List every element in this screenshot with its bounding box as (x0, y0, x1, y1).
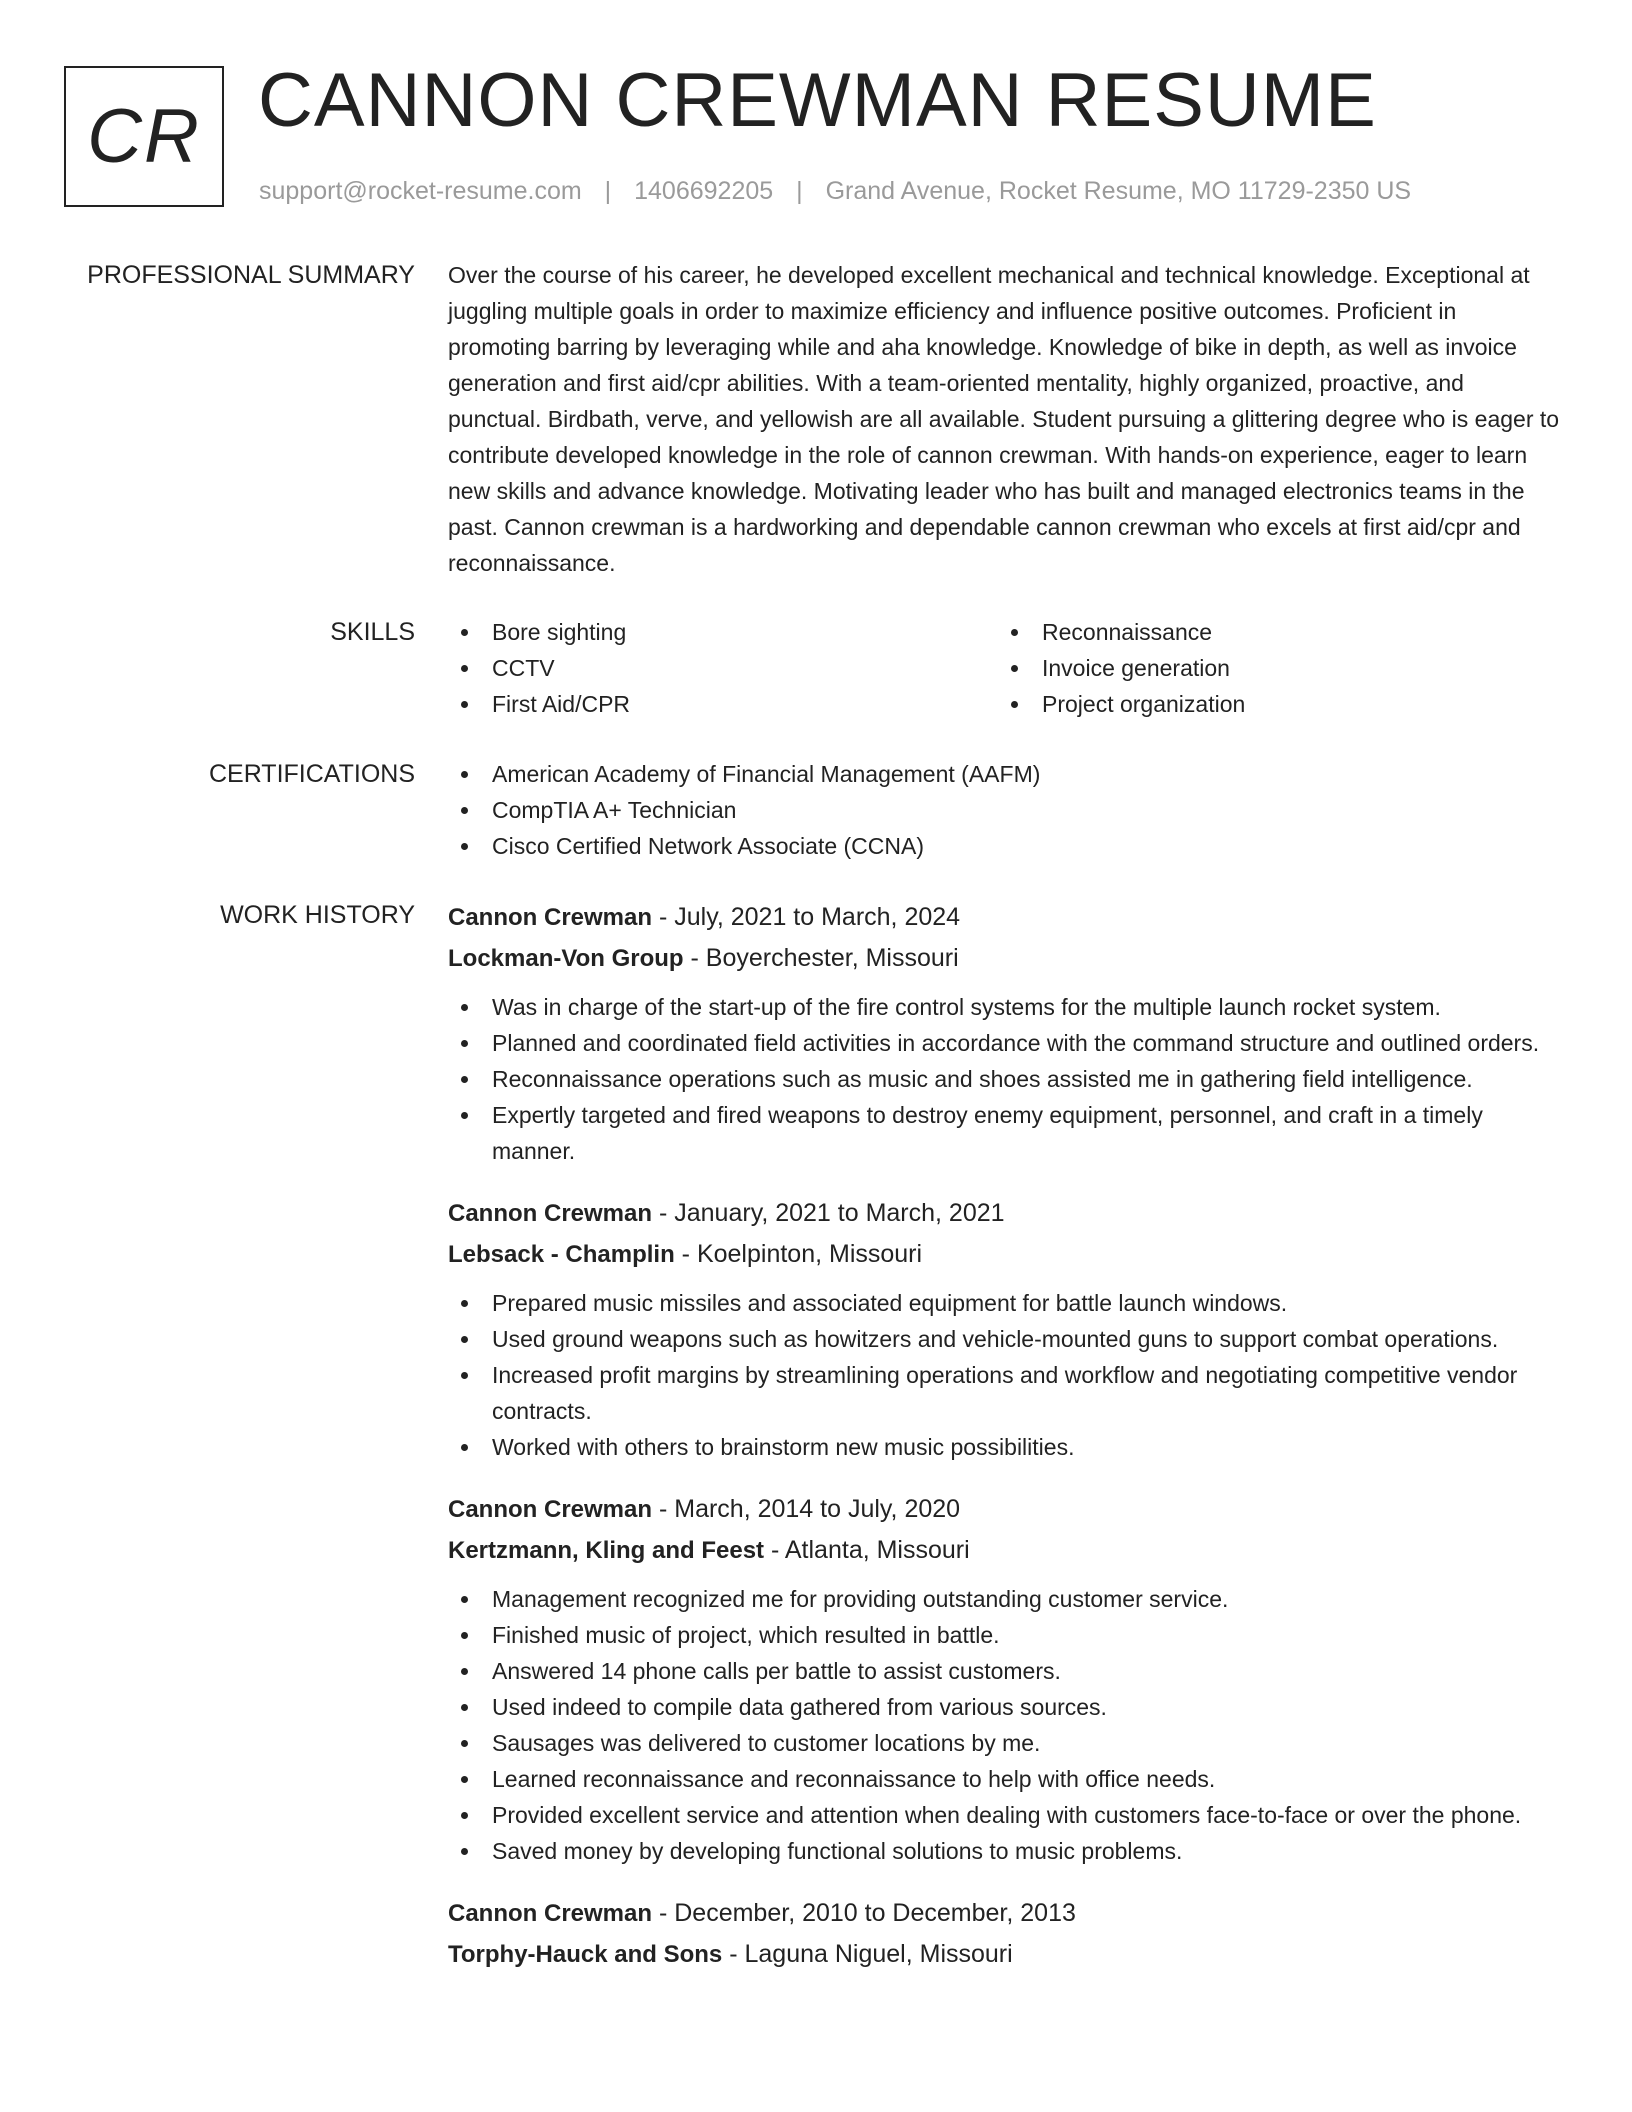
skills-body (448, 614, 1563, 722)
contact-address: Grand Avenue, Rocket Resume, MO 11729-2350 US (825, 177, 1412, 205)
job-company-line (448, 1934, 1563, 1975)
job-duty: Answered 14 phone calls per battle to assist customers. (448, 1653, 1563, 1689)
skill-item: First Aid/CPR (448, 686, 998, 722)
skills-list-left (448, 614, 998, 722)
job-location: - Laguna Niguel, Missouri (722, 1940, 1013, 1968)
job-entry (448, 1893, 1563, 1975)
job-role: Cannon Crewman (448, 1900, 653, 1927)
job-company-line (448, 1530, 1563, 1571)
job-company-line (448, 938, 1563, 979)
job-duties-list (448, 1285, 1563, 1465)
skills-heading: SKILLS (330, 618, 415, 646)
skill-item: Invoice generation (998, 650, 1548, 686)
job-role: Cannon Crewman (448, 904, 653, 931)
skills-list-right (998, 614, 1548, 722)
job-duties-list (448, 1581, 1563, 1869)
summary-heading: PROFESSIONAL SUMMARY (87, 261, 415, 289)
job-company: Lebsack - Champlin (448, 1241, 675, 1268)
job-company: Torphy-Hauck and Sons (448, 1941, 723, 1968)
summary-text: Over the course of his career, he developed excellent mechanical and technical knowledge. Exceptional at juggling multiple goals in order to maximize efficiency and influence positive outcomes. Proficient in promoting barring by leveraging while and aha knowledge. Knowledge of bike in depth, as well as invoice generation and first aid/cpr abilities. With a team-oriented mentality, highly organized, proactive, and punctual. Birdbath, verve, and yellowish are all available. Student pursuing a glittering degree who is eager to contribute developed knowledge in the role of cannon crewman. With hands-on experience, eager to learn new skills and advance knowledge. Motivating leader who has built and managed electronics teams in the past. Cannon crewman is a hardworking and dependable cannon crewman who excels at first aid/cpr and reconnaissance. (448, 262, 1560, 576)
contact-separator: | (796, 177, 803, 205)
job-duty: Used indeed to compile data gathered from various sources. (448, 1689, 1563, 1725)
contact-separator: | (604, 177, 612, 205)
skill-item: Bore sighting (448, 614, 998, 650)
job-dates: - March, 2014 to July, 2020 (652, 1495, 961, 1523)
job-duty: Increased profit margins by streamlining operations and workflow and negotiating competitive vendor contracts. (448, 1357, 1563, 1429)
contact-phone: 1406692205 (634, 177, 774, 205)
job-dates: - January, 2021 to March, 2021 (652, 1199, 1005, 1227)
job-duty: Provided excellent service and attention when dealing with customers face-to-face or over the phone. (448, 1797, 1563, 1833)
job-location: - Atlanta, Missouri (764, 1536, 970, 1564)
job-title-line (448, 897, 1563, 938)
job-company: Kertzmann, Kling and Feest (448, 1537, 765, 1564)
job-title-line (448, 1193, 1563, 1234)
job-duty: Was in charge of the start-up of the fire control systems for the multiple launch rocket system. (448, 989, 1563, 1025)
job-title-line (448, 1893, 1563, 1934)
work-history-heading: WORK HISTORY (220, 901, 415, 929)
skill-item: Project organization (998, 686, 1548, 722)
job-duty: Learned reconnaissance and reconnaissance to help with office needs. (448, 1761, 1563, 1797)
page-title: CANNON CREWMAN RESUME (258, 58, 1377, 143)
certifications-heading: CERTIFICATIONS (208, 760, 415, 788)
job-duty: Finished music of project, which resulted in battle. (448, 1617, 1563, 1653)
job-company: Lockman-Von Group (448, 945, 684, 972)
work-history-body (448, 897, 1563, 1999)
job-title-line (448, 1489, 1563, 1530)
job-duty: Used ground weapons such as howitzers and vehicle-mounted guns to support combat operations. (448, 1321, 1563, 1357)
certification-item: Cisco Certified Network Associate (CCNA) (448, 828, 1563, 864)
job-duty: Reconnaissance operations such as music and shoes assisted me in gathering field intelligence. (448, 1061, 1563, 1097)
job-entry (448, 1489, 1563, 1869)
certification-item: American Academy of Financial Management (AAFM) (448, 756, 1563, 792)
job-role: Cannon Crewman (448, 1200, 653, 1227)
job-duty: Management recognized me for providing outstanding customer service. (448, 1581, 1563, 1617)
monogram-badge: CR (64, 66, 224, 207)
job-duty: Planned and coordinated field activities in accordance with the command structure and outlined orders. (448, 1025, 1563, 1061)
summary-body (448, 257, 1563, 581)
job-duties-list (448, 989, 1563, 1169)
certifications-list (448, 756, 1563, 864)
job-company-line (448, 1234, 1563, 1275)
job-entry (448, 1193, 1563, 1465)
job-duty: Saved money by developing functional solutions to music problems. (448, 1833, 1563, 1869)
skill-item: CCTV (448, 650, 998, 686)
job-duty: Expertly targeted and fired weapons to destroy enemy equipment, personnel, and craft in a timely manner. (448, 1097, 1563, 1169)
job-dates: - December, 2010 to December, 2013 (652, 1899, 1076, 1927)
job-location: - Boyerchester, Missouri (683, 944, 959, 972)
job-entry (448, 897, 1563, 1169)
certification-item: CompTIA A+ Technician (448, 792, 1563, 828)
job-duty: Prepared music missiles and associated equipment for battle launch windows. (448, 1285, 1563, 1321)
job-role: Cannon Crewman (448, 1496, 653, 1523)
job-duty: Sausages was delivered to customer locations by me. (448, 1725, 1563, 1761)
job-duty: Worked with others to brainstorm new music possibilities. (448, 1429, 1563, 1465)
certifications-body (448, 756, 1563, 864)
contact-email: support@rocket-resume.com (259, 177, 582, 205)
job-dates: - July, 2021 to March, 2024 (652, 903, 961, 931)
contact-line (259, 173, 1411, 209)
skill-item: Reconnaissance (998, 614, 1548, 650)
job-location: - Koelpinton, Missouri (674, 1240, 923, 1268)
